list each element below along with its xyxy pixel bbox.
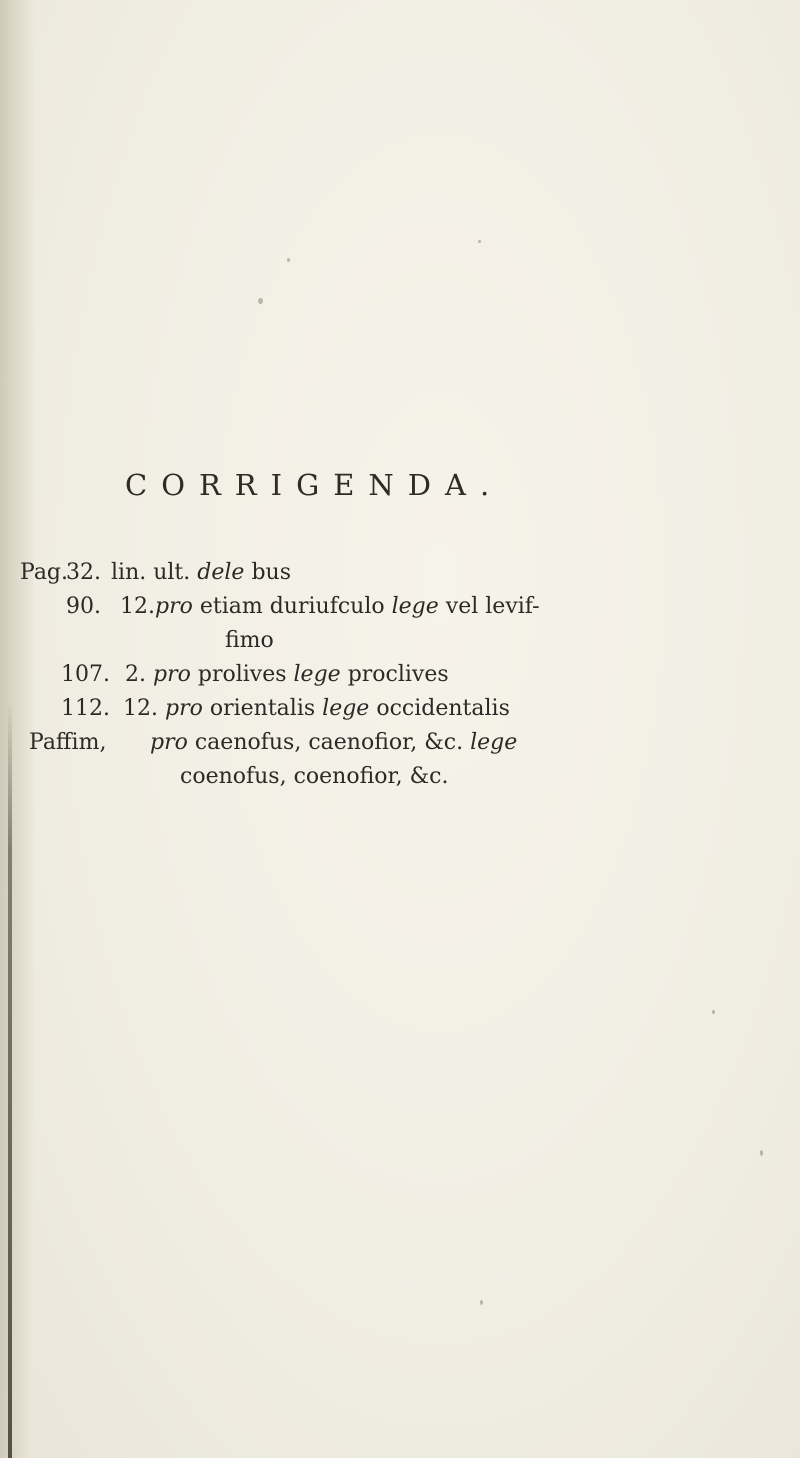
wrong-text: etiam duriufculo bbox=[199, 594, 385, 619]
gutter-shadow bbox=[8, 700, 12, 1458]
wrong-text: caenofus, caenofior, &c. bbox=[194, 730, 464, 755]
correction-text bbox=[123, 692, 510, 726]
correction-text bbox=[125, 658, 449, 692]
corrigenda-heading: CORRIGENDA. bbox=[125, 468, 504, 502]
correct-text: coenofus, coenofior, &c. bbox=[180, 764, 449, 789]
corrigenda-entry bbox=[20, 590, 780, 624]
corrigenda-entry bbox=[20, 692, 780, 726]
line-reference: 2. bbox=[125, 662, 146, 687]
corrigenda-list bbox=[20, 556, 780, 794]
paper-speck bbox=[478, 240, 481, 243]
paper-speck bbox=[712, 1010, 715, 1014]
deleted-text: bus bbox=[251, 560, 291, 585]
corrigenda-entry-continuation bbox=[20, 760, 780, 794]
pro-word: pro bbox=[150, 730, 188, 755]
page-number: Paffim, bbox=[29, 730, 107, 755]
correct-text: vel levif- bbox=[445, 594, 540, 619]
page-number: 112. bbox=[61, 696, 110, 721]
correction-text bbox=[150, 726, 517, 760]
pro-word: pro bbox=[155, 594, 193, 619]
line-reference: lin. ult. bbox=[111, 560, 191, 585]
corrigenda-entry bbox=[20, 658, 780, 692]
correct-text-continuation: fimo bbox=[225, 628, 274, 653]
page-label: Pag. bbox=[20, 560, 69, 585]
correct-text: proclives bbox=[347, 662, 449, 687]
corrigenda-entry bbox=[20, 726, 780, 760]
page-number: 107. bbox=[61, 662, 110, 687]
pro-word: pro bbox=[153, 662, 191, 687]
lege-word: lege bbox=[293, 662, 341, 687]
instruction-word: dele bbox=[197, 560, 245, 585]
correction-text bbox=[111, 556, 291, 590]
correction-text bbox=[120, 590, 540, 624]
corrigenda-entry bbox=[20, 556, 780, 590]
wrong-text: orientalis bbox=[209, 696, 316, 721]
pro-word: pro bbox=[165, 696, 203, 721]
lege-word: lege bbox=[470, 730, 518, 755]
paper-speck bbox=[287, 258, 290, 262]
paper-speck bbox=[480, 1300, 483, 1305]
correct-text: occidentalis bbox=[376, 696, 510, 721]
page-number: 90. bbox=[66, 594, 101, 619]
line-reference: 12. bbox=[123, 696, 158, 721]
paper-speck bbox=[760, 1150, 763, 1156]
lege-word: lege bbox=[391, 594, 439, 619]
paper-speck bbox=[258, 298, 263, 304]
page-number: 32. bbox=[66, 560, 101, 585]
wrong-text: prolives bbox=[197, 662, 287, 687]
corrigenda-entry-continuation bbox=[20, 624, 780, 658]
line-reference: 12. bbox=[120, 594, 155, 619]
lege-word: lege bbox=[322, 696, 370, 721]
